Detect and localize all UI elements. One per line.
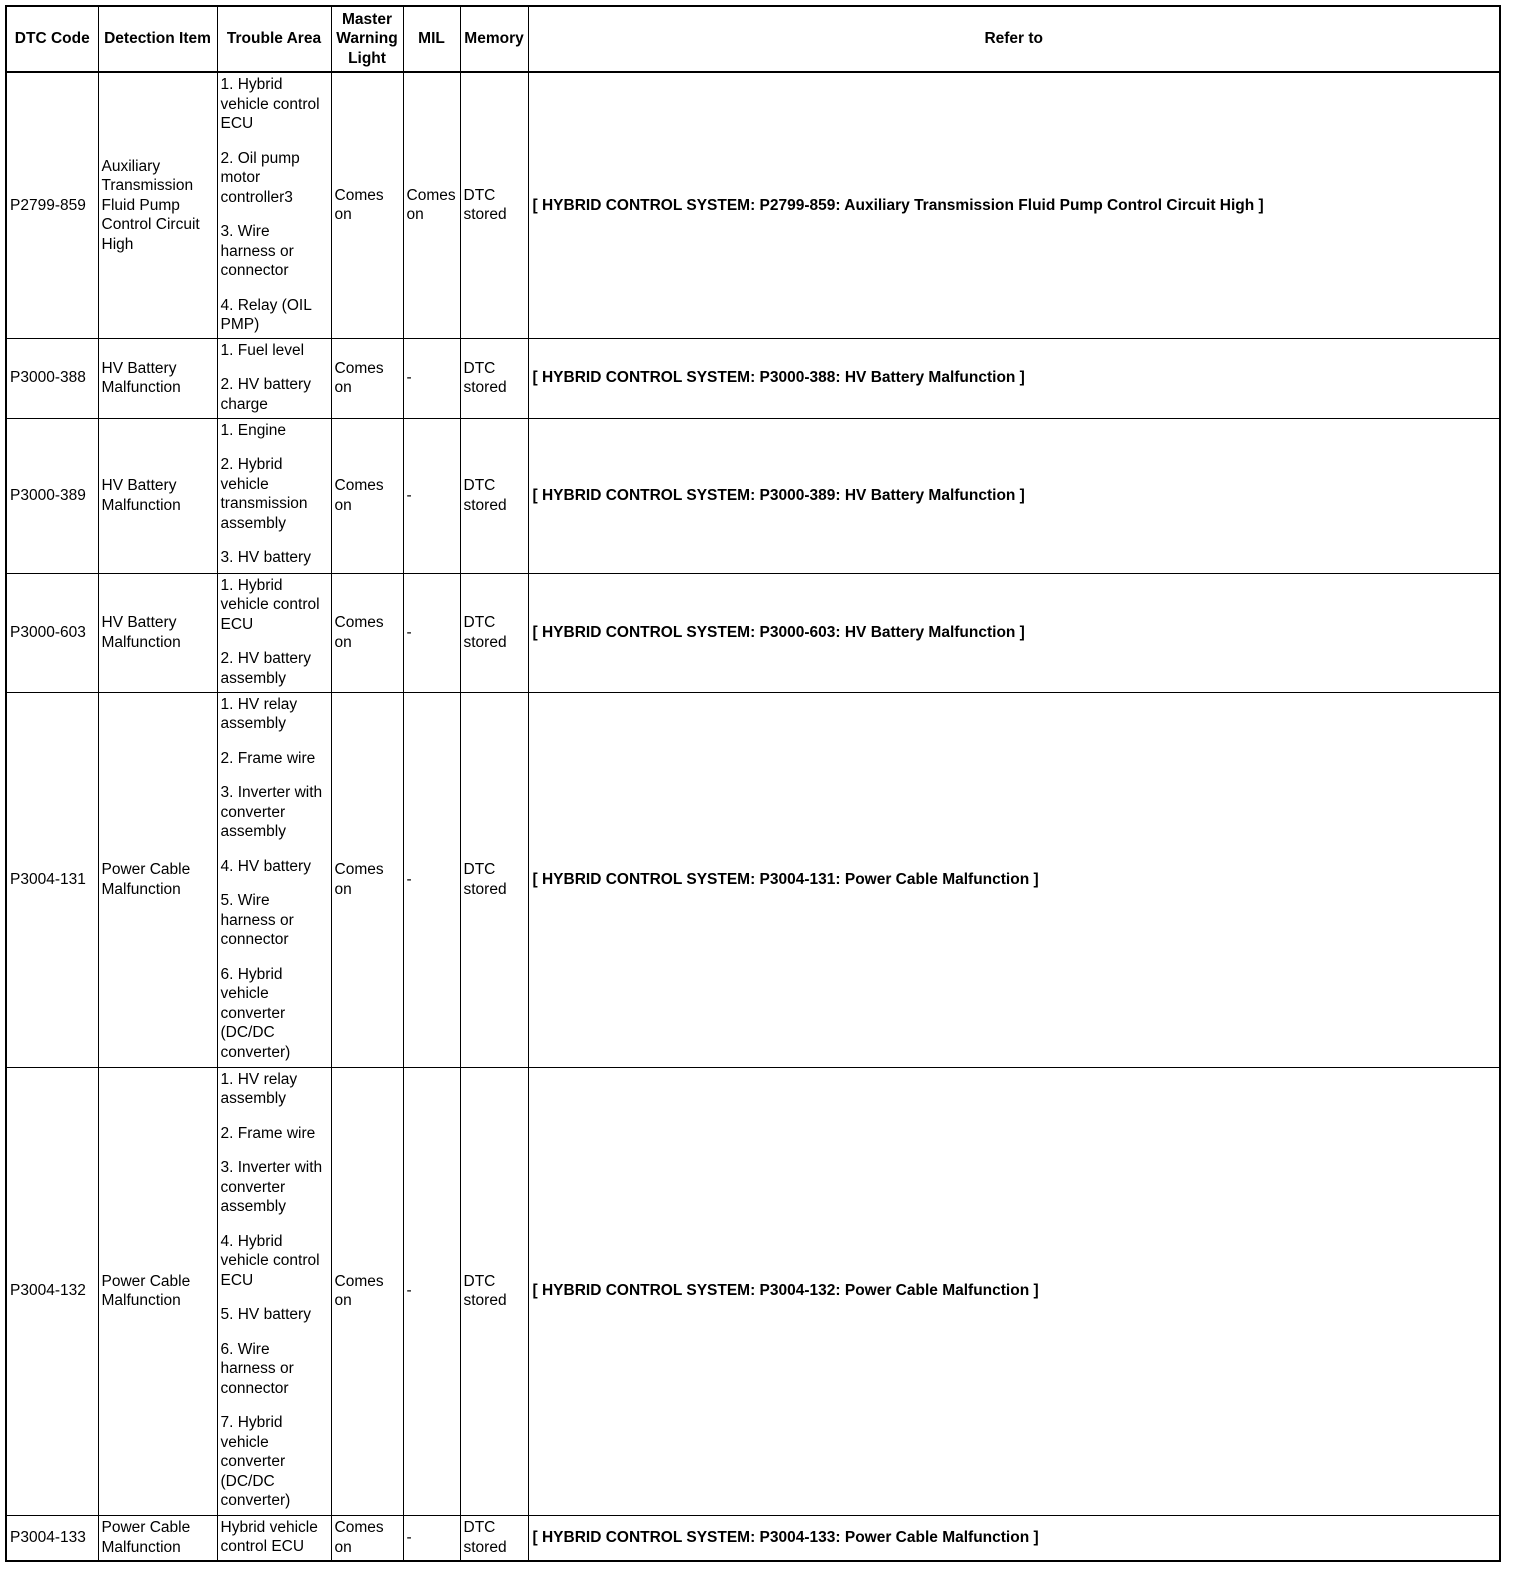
trouble-area-item: 2. Frame wire	[220, 1124, 316, 1142]
trouble-area-item: 1. HV relay assembly	[220, 1070, 298, 1107]
mil-cell: -	[403, 692, 460, 1067]
trouble-area-item: 1. Fuel level	[220, 341, 305, 359]
trouble-area-item: 2. HV battery assembly	[220, 650, 311, 687]
trouble-area-item: 1. Hybrid vehicle control ECU	[220, 76, 320, 132]
trouble-area-item: 3. Wire harness or connector	[220, 223, 294, 279]
header-row	[6, 6, 1500, 72]
trouble-area-cell	[217, 1515, 331, 1561]
trouble-area-item: 2. HV battery charge	[220, 376, 311, 413]
header-refer-to: Refer to	[528, 6, 1500, 72]
trouble-area-item: 2. Frame wire	[220, 749, 316, 767]
refer-to-link[interactable]: [ HYBRID CONTROL SYSTEM: P3004-133: Power Cable Malfunction ]	[528, 1515, 1500, 1561]
dtc-code-cell: P3004-132	[6, 1067, 98, 1515]
header-detection-item: Detection Item	[98, 6, 217, 72]
mil-cell: Comes on	[403, 72, 460, 338]
trouble-area-item: 4. Relay (OIL PMP)	[220, 296, 312, 333]
table-body	[6, 72, 1500, 1561]
dtc-table	[5, 5, 1501, 1562]
master-warning-light-cell: Comes on	[331, 692, 403, 1067]
trouble-area-cell	[217, 1067, 331, 1515]
mil-cell: -	[403, 1067, 460, 1515]
table-row	[6, 338, 1500, 418]
trouble-area-item: 1. Hybrid vehicle control ECU	[220, 576, 320, 633]
dtc-code-cell: P3004-131	[6, 692, 98, 1067]
table-row	[6, 692, 1500, 1067]
trouble-area-item: 3. HV battery	[220, 549, 311, 566]
table-row	[6, 573, 1500, 692]
dtc-code-cell: P3000-388	[6, 338, 98, 418]
memory-cell: DTC stored	[460, 72, 528, 338]
header-dtc-code: DTC Code	[6, 6, 98, 72]
trouble-area-item: 5. HV battery	[220, 1306, 311, 1323]
dtc-code-cell: P3000-603	[6, 573, 98, 692]
trouble-area-item: 6. Hybrid vehicle converter (DC/DC converter)	[220, 965, 291, 1061]
mil-cell: -	[403, 338, 460, 418]
dtc-code-cell: P2799-859	[6, 72, 98, 338]
master-warning-light-cell: Comes on	[331, 1067, 403, 1515]
master-warning-light-cell: Comes on	[331, 338, 403, 418]
refer-to-link[interactable]: [ HYBRID CONTROL SYSTEM: P3004-131: Power Cable Malfunction ]	[528, 692, 1500, 1067]
memory-cell: DTC stored	[460, 573, 528, 692]
header-memory: Memory	[460, 6, 528, 72]
refer-to-link[interactable]: [ HYBRID CONTROL SYSTEM: P3000-388: HV Battery Malfunction ]	[528, 338, 1500, 418]
dtc-code-cell: P3000-389	[6, 418, 98, 573]
memory-cell: DTC stored	[460, 338, 528, 418]
master-warning-light-cell: Comes on	[331, 1515, 403, 1561]
refer-to-link[interactable]: [ HYBRID CONTROL SYSTEM: P3004-132: Power Cable Malfunction ]	[528, 1067, 1500, 1515]
mil-cell: -	[403, 418, 460, 573]
header-trouble-area: Trouble Area	[217, 6, 331, 72]
table-row	[6, 1515, 1500, 1561]
trouble-area-item: 3. Inverter with converter assembly	[220, 784, 323, 840]
header-master-warning-light: Master Warning Light	[331, 6, 403, 72]
memory-cell: DTC stored	[460, 1067, 528, 1515]
detection-item-cell: Power Cable Malfunction	[98, 1515, 217, 1561]
refer-to-link[interactable]: [ HYBRID CONTROL SYSTEM: P2799-859: Auxiliary Transmission Fluid Pump Control Circuit High ]	[528, 72, 1500, 338]
refer-to-link[interactable]: [ HYBRID CONTROL SYSTEM: P3000-603: HV Battery Malfunction ]	[528, 573, 1500, 692]
table-row	[6, 1067, 1500, 1515]
master-warning-light-cell: Comes on	[331, 573, 403, 692]
mil-cell: -	[403, 573, 460, 692]
trouble-area-item: 1. Engine	[220, 421, 286, 439]
trouble-area-cell	[217, 692, 331, 1067]
trouble-area-item: 6. Wire harness or connector	[220, 1340, 294, 1397]
master-warning-light-cell: Comes on	[331, 418, 403, 573]
trouble-area-item: 4. Hybrid vehicle control ECU	[220, 1232, 320, 1289]
refer-to-link[interactable]: [ HYBRID CONTROL SYSTEM: P3000-389: HV Battery Malfunction ]	[528, 418, 1500, 573]
trouble-area-item: Hybrid vehicle control ECU	[220, 1518, 318, 1555]
table-row	[6, 72, 1500, 338]
memory-cell: DTC stored	[460, 1515, 528, 1561]
trouble-area-item: 4. HV battery	[220, 857, 311, 875]
detection-item-cell: HV Battery Malfunction	[98, 418, 217, 573]
detection-item-cell: HV Battery Malfunction	[98, 338, 217, 418]
master-warning-light-cell: Comes on	[331, 72, 403, 338]
detection-item-cell: Power Cable Malfunction	[98, 1067, 217, 1515]
detection-item-cell: Auxiliary Transmission Fluid Pump Control Circuit High	[98, 72, 217, 338]
trouble-area-cell	[217, 418, 331, 573]
header-mil: MIL	[403, 6, 460, 72]
trouble-area-item: 7. Hybrid vehicle converter (DC/DC converter)	[220, 1414, 291, 1509]
trouble-area-cell	[217, 573, 331, 692]
trouble-area-item: 2. Hybrid vehicle transmission assembly	[220, 456, 308, 532]
memory-cell: DTC stored	[460, 418, 528, 573]
trouble-area-cell	[217, 338, 331, 418]
table-row	[6, 418, 1500, 573]
memory-cell: DTC stored	[460, 692, 528, 1067]
trouble-area-item: 2. Oil pump motor controller3	[220, 149, 300, 206]
mil-cell: -	[403, 1515, 460, 1561]
trouble-area-cell	[217, 72, 331, 338]
dtc-code-cell: P3004-133	[6, 1515, 98, 1561]
trouble-area-item: 5. Wire harness or connector	[220, 892, 294, 948]
trouble-area-item: 3. Inverter with converter assembly	[220, 1159, 323, 1215]
detection-item-cell: HV Battery Malfunction	[98, 573, 217, 692]
table-header	[6, 6, 1500, 72]
detection-item-cell: Power Cable Malfunction	[98, 692, 217, 1067]
trouble-area-item: 1. HV relay assembly	[220, 695, 298, 732]
